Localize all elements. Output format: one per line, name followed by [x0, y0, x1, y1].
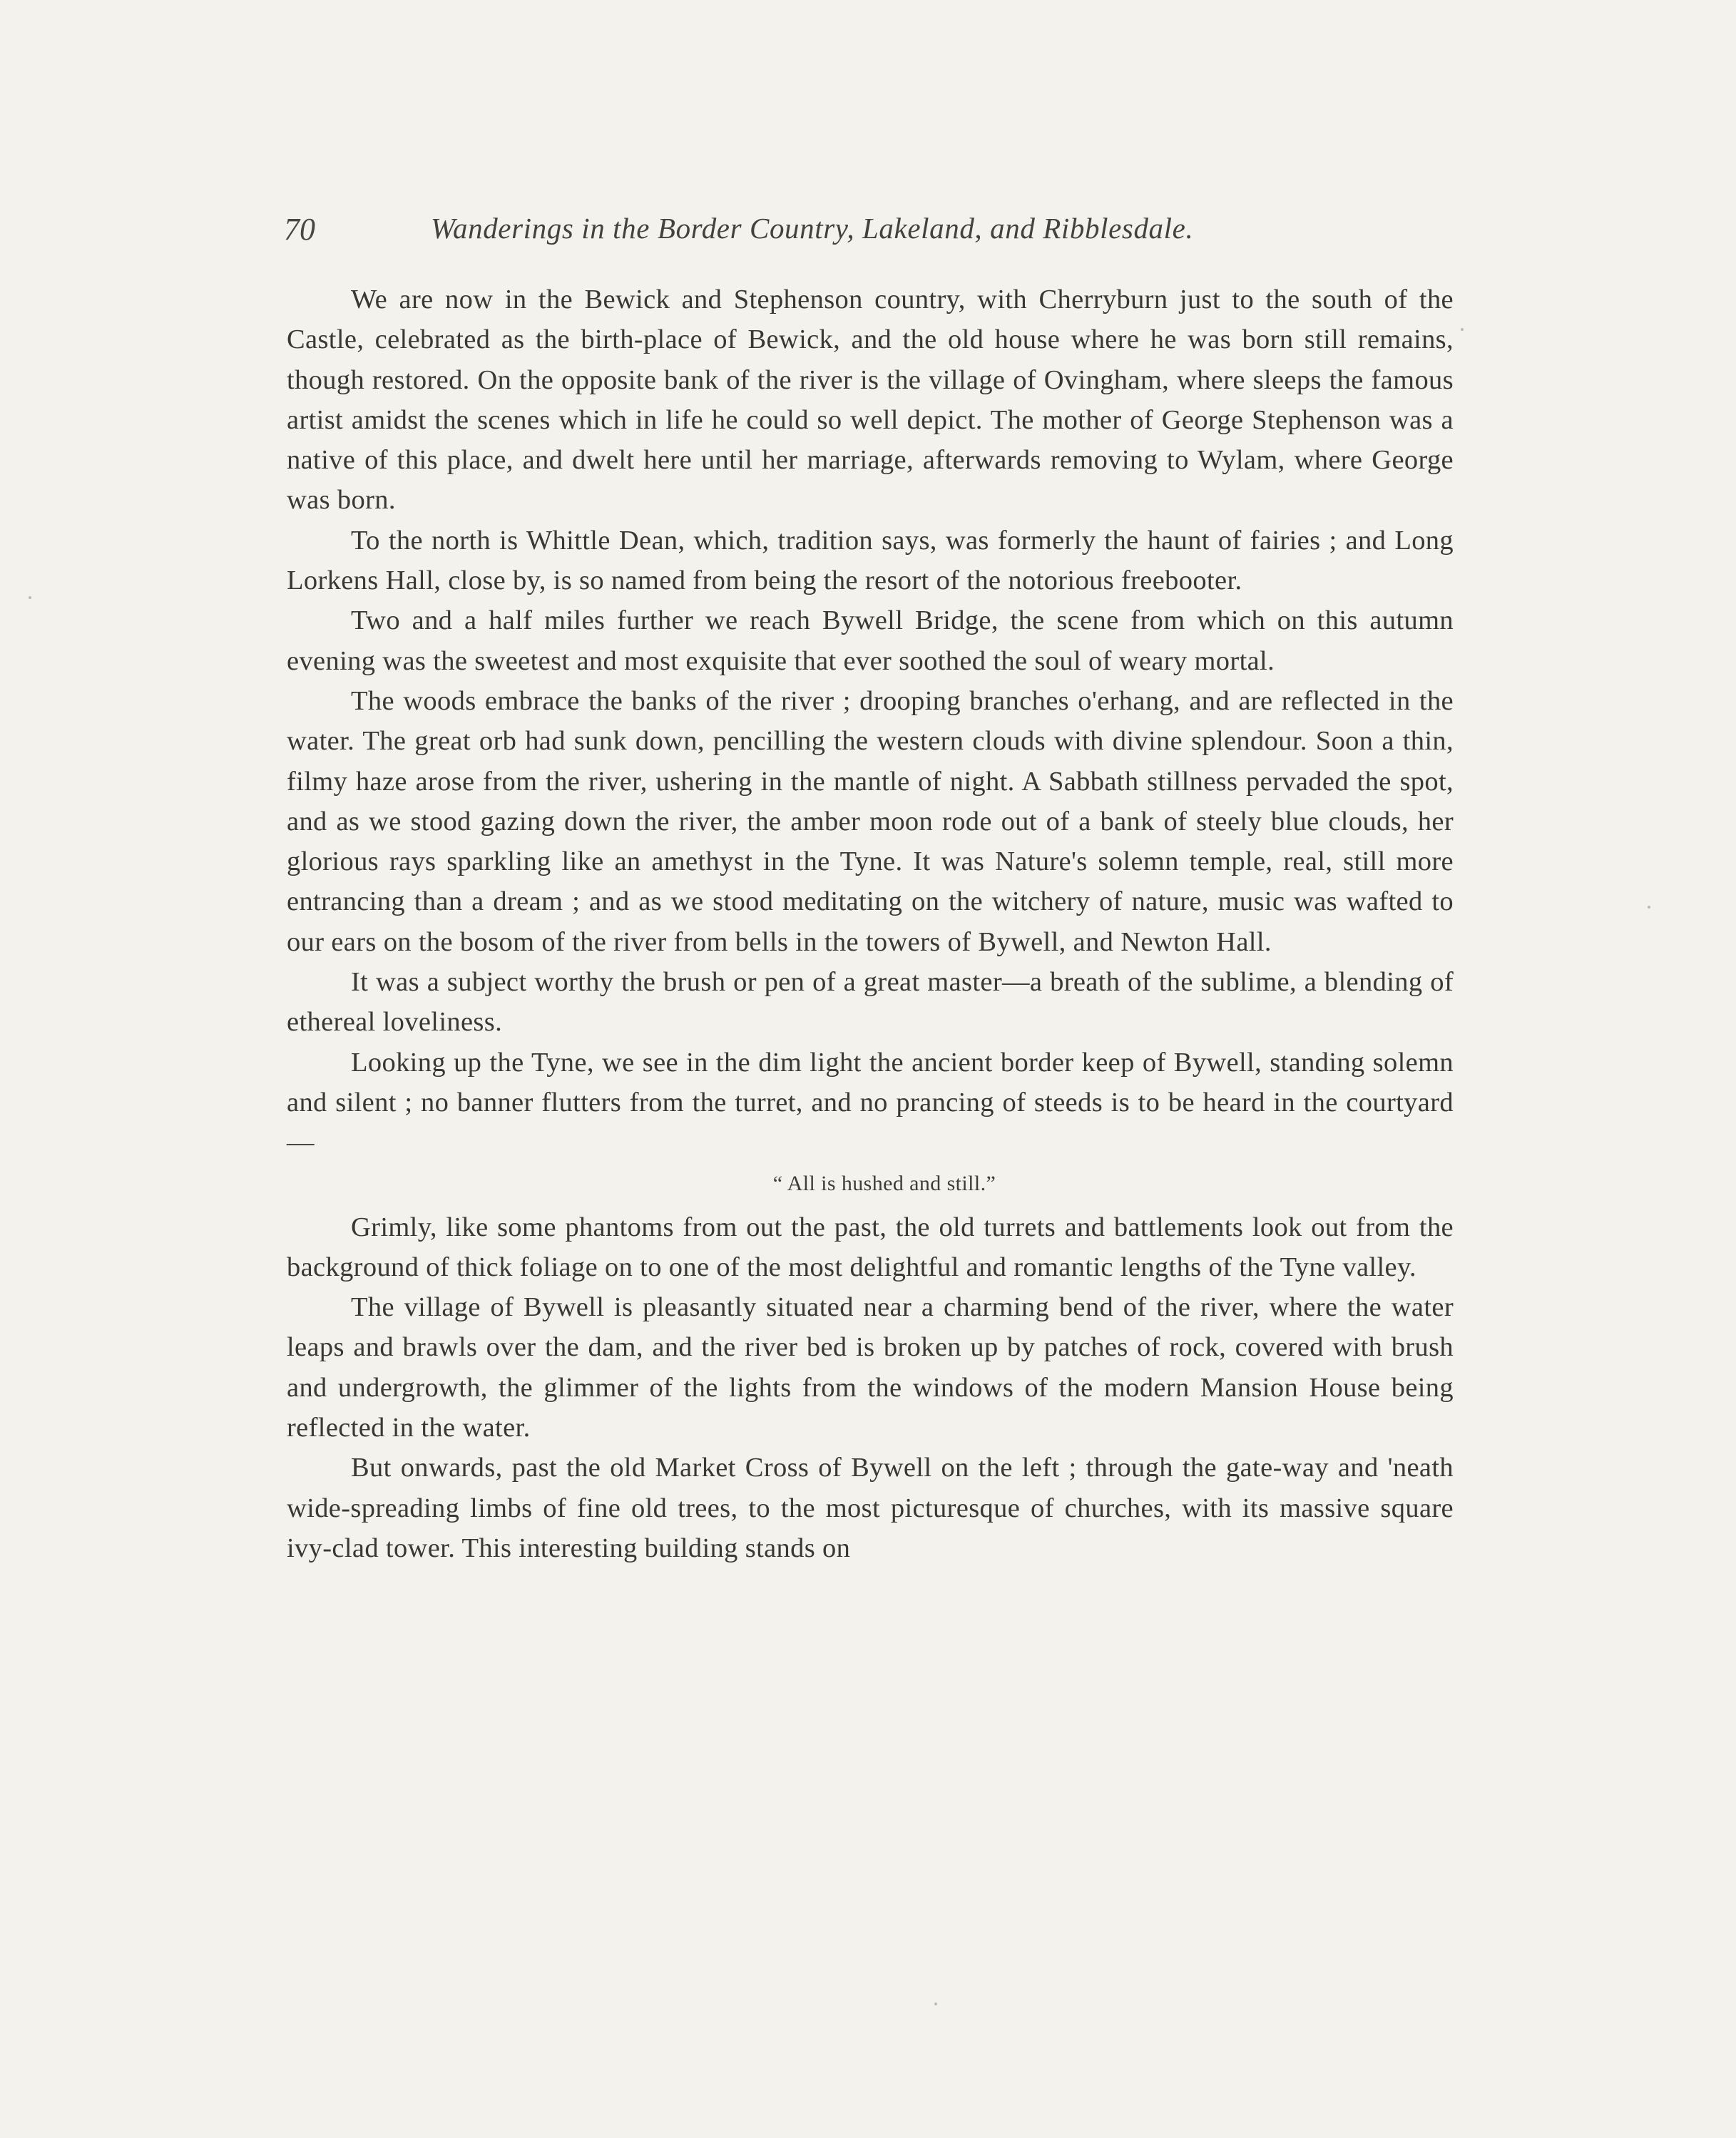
paragraph-onwards: But onwards, past the old Market Cross of Bywell on the left ; through the gate-way and 'neath wide-spreading limbs of fine old trees, to the most picturesque of churches, with its massive square ivy-clad tower. This interesting building stands on — [287, 1453, 1454, 1563]
paragraph-village: The village of Bywell is pleasantly situated near a charming bend of the river, where the water leaps and brawls over the dam, and the river bed is broken up by patches of rock, covered with brush and undergrowth, the glimmer of the lights from the windows of the modern Mansion House being reflected in the water. — [287, 1292, 1454, 1443]
paragraph-subject: It was a subject worthy the brush or pen of a great master—a breath of the sublime, a blending of ethereal loveliness. — [287, 967, 1454, 1038]
paragraph-bewick-country: We are now in the Bewick and Stephenson country, with Cherryburn just to the south of the Castle, celebrated as the birth-place of Bewick, and the old house where he was born still remains, though restored. On the opposite bank of the river is the village of Ovingham, where sleeps the famous artist amidst the scenes which in life he could so well depict. The mother of George Stephenson was a native of this place, and dwelt here until her marriage, afterwards removing to Wylam, where George was born. — [287, 285, 1454, 516]
paragraph-woods: The woods embrace the banks of the river ; drooping branches o'erhang, and are reflected in the water. The great orb had sunk down, pencilling the western clouds with divine splendour. Soon a thin, filmy haze arose from the river, ushering in the mantle of night. A Sabbath stillness pervaded the spot, and as we stood gazing down the river, the amber moon rode out of a bank of steely blue clouds, her glorious rays sparkling like an amethyst in the Tyne. It was Nature's solemn temple, real, still more entrancing than a dream ; and as we stood meditating on the witchery of nature, music was wafted to our ears on the bosom of the river from bells in the towers of Bywell, and Newton Hall. — [287, 685, 1454, 957]
paragraph-looking-up: Looking up the Tyne, we see in the dim light the ancient border keep of Bywell, standing solemn and silent ; no banner flutters from the turret, and no prancing of steeds is to be heard in the courtyard— — [287, 1047, 1454, 1158]
paper-speck — [1648, 906, 1650, 909]
paper-speck — [29, 596, 31, 599]
paper-speck — [1461, 328, 1464, 331]
page-body — [287, 280, 1454, 1568]
paper-speck — [934, 2003, 937, 2005]
page-header — [284, 211, 1454, 261]
paragraph-bywell-bridge: Two and a half miles further we reach Bywell Bridge, the scene from which on this autumn evening was the sweetest and most exquisite that ever soothed the soul of weary mortal. — [287, 605, 1454, 676]
quotation: “ All is hushed and still.” — [772, 1171, 996, 1195]
paragraph-whittle-dean: To the north is Whittle Dean, which, tradition says, was formerly the haunt of fairies ; and Long Lorkens Hall, close by, is so named from being the resort of the notorious freebooter. — [287, 525, 1454, 596]
paragraph-grimly: Grimly, like some phantoms from out the past, the old turrets and battlements look out from the background of thick foliage on to one of the most delightful and romantic lengths of the Tyne valley. — [287, 1212, 1454, 1282]
running-title: Wanderings in the Border Country, Lakeland, and Ribblesdale. — [431, 212, 1194, 245]
page-number: 70 — [284, 212, 315, 247]
